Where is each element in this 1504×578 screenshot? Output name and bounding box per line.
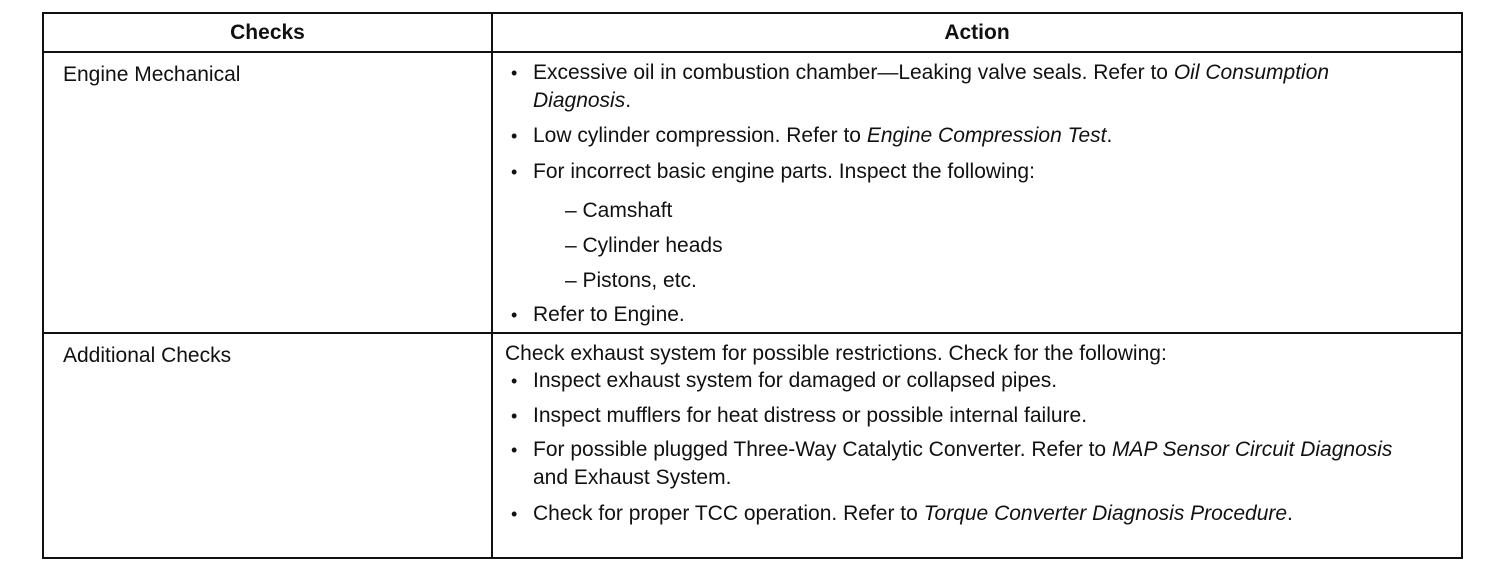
- sub-item: – Camshaft: [565, 199, 673, 222]
- reference-link: Oil Consumption Diagnosis: [533, 61, 1330, 112]
- action-item: • Inspect exhaust system for damaged or collapsed pipes.: [533, 367, 1393, 395]
- bullet-icon: •: [511, 162, 518, 182]
- action-item: • Excessive oil in combustion chamber—Leaking valve seals. Refer to Oil Consumption Diagnosis.: [511, 61, 1330, 112]
- bullet-icon: •: [511, 126, 518, 146]
- sub-item: – Cylinder heads: [565, 234, 723, 257]
- row-divider: [44, 332, 1461, 334]
- header-rule: [44, 51, 1461, 53]
- reference-link: Torque Converter Diagnosis Procedure: [923, 502, 1288, 525]
- action-item: • Low cylinder compression. Refer to Engine Compression Test.: [533, 122, 1393, 150]
- bullet-icon: •: [511, 305, 518, 325]
- action-item: • Check for proper TCC operation. Refer to Torque Converter Diagnosis Procedure.: [533, 500, 1393, 528]
- action-item: • Inspect mufflers for heat distress or possible internal failure.: [533, 402, 1393, 430]
- column-divider: [491, 14, 493, 557]
- check-label-engine-mechanical: Engine Mechanical: [63, 63, 241, 86]
- action-item: • For incorrect basic engine parts. Inspect the following:: [533, 158, 1393, 186]
- bullet-icon: •: [511, 440, 518, 460]
- checks-action-table: [42, 12, 1463, 559]
- reference-link: MAP Sensor Circuit Diagnosis: [1111, 438, 1393, 461]
- header-checks: Checks: [230, 21, 305, 44]
- header-action: Action: [944, 21, 1010, 44]
- bullet-icon: •: [511, 63, 518, 83]
- sub-item: – Pistons, etc.: [565, 269, 697, 292]
- action-intro: Check exhaust system for possible restrictions. Check for the following:: [505, 342, 1167, 365]
- bullet-icon: •: [511, 371, 518, 391]
- action-item: • Refer to Engine.: [533, 301, 1393, 329]
- action-item: • For possible plugged Three-Way Catalytic Converter. Refer to MAP Sensor Circuit Diagnosis and Exhaust System.: [511, 438, 1393, 489]
- reference-link: Engine Compression Test: [866, 124, 1107, 147]
- bullet-icon: •: [511, 406, 518, 426]
- check-label-additional-checks: Additional Checks: [63, 344, 232, 367]
- bullet-icon: •: [511, 504, 518, 524]
